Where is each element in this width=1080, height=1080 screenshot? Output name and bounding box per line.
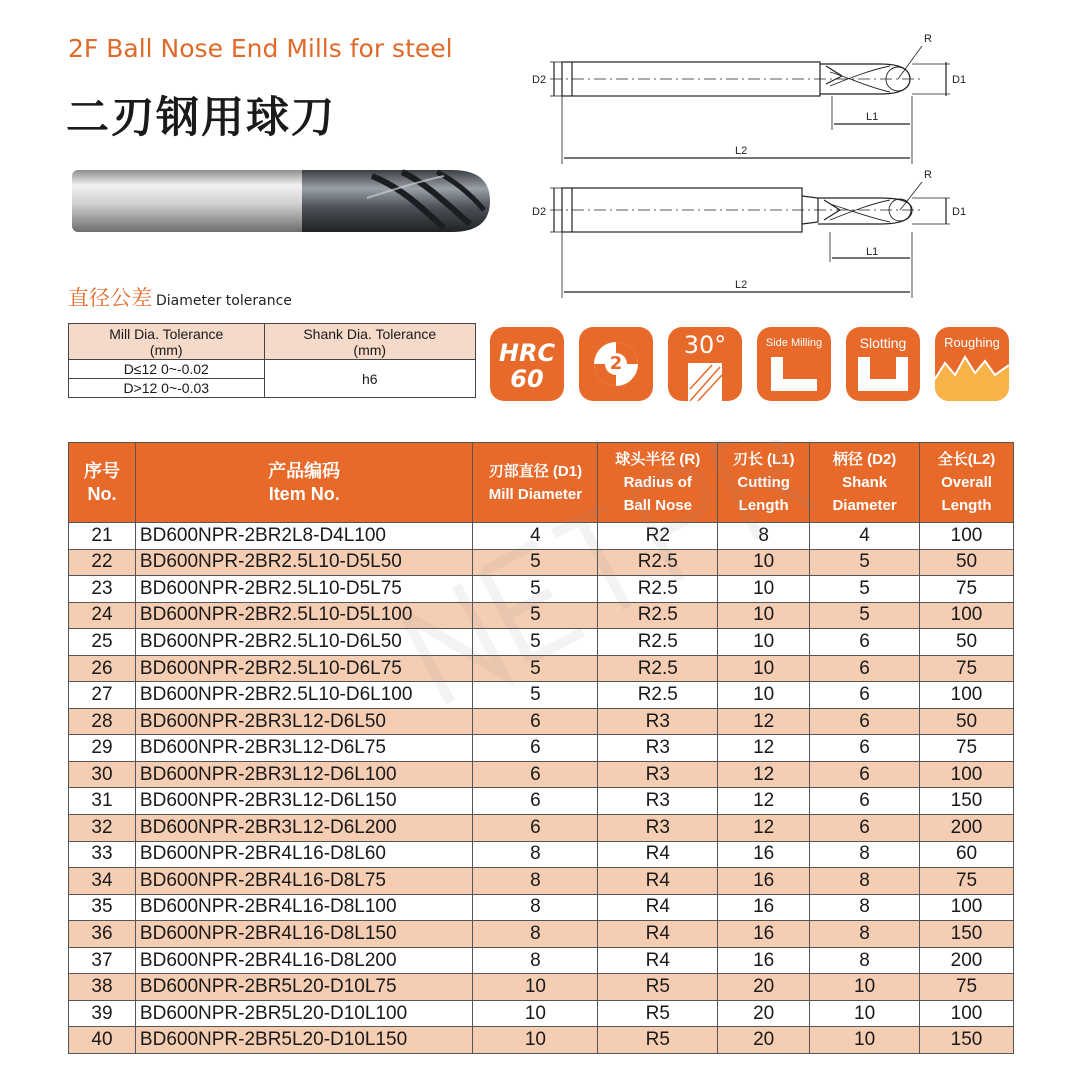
- tolerance-table: [68, 323, 476, 398]
- dimension-diagrams: [530, 26, 1000, 306]
- cell-overall-length: 150: [920, 921, 1014, 948]
- cell-cutting-length: 16: [718, 947, 810, 974]
- col-item-en: Item No.: [268, 483, 340, 504]
- cell-cutting-length: 16: [718, 894, 810, 921]
- cell-mill-diameter: 8: [473, 947, 598, 974]
- cell-shank-diameter: 6: [810, 735, 920, 762]
- title-english: 2F Ball Nose End Mills for steel: [68, 34, 453, 63]
- col-r-en2: Ball Nose: [623, 497, 692, 514]
- cell-item-no: BD600NPR-2BR3L12-D6L50: [135, 708, 473, 735]
- cell-shank-diameter: 6: [810, 708, 920, 735]
- table-row: [69, 602, 1014, 629]
- cell-ball-radius: R2.5: [598, 549, 718, 576]
- roughing-label: Roughing: [944, 335, 1000, 350]
- tolerance-label-en: Diameter tolerance: [156, 293, 292, 309]
- cell-shank-diameter: 6: [810, 815, 920, 842]
- cell-cutting-length: 12: [718, 761, 810, 788]
- cell-no: 28: [69, 708, 136, 735]
- cell-no: 35: [69, 894, 136, 921]
- cell-overall-length: 150: [920, 788, 1014, 815]
- cell-item-no: BD600NPR-2BR2.5L10-D5L50: [135, 549, 473, 576]
- cell-ball-radius: R4: [598, 947, 718, 974]
- tol-header-shank: Shank Dia. Tolerance (mm): [264, 324, 475, 360]
- table-row: [69, 947, 1014, 974]
- cell-cutting-length: 20: [718, 974, 810, 1001]
- cell-cutting-length: 10: [718, 602, 810, 629]
- table-row: [69, 815, 1014, 842]
- cell-no: 32: [69, 815, 136, 842]
- table-row: [69, 708, 1014, 735]
- cell-overall-length: 100: [920, 523, 1014, 550]
- cell-item-no: BD600NPR-2BR3L12-D6L150: [135, 788, 473, 815]
- cell-shank-diameter: 6: [810, 629, 920, 656]
- cell-mill-diameter: 5: [473, 629, 598, 656]
- col-d2-cn: 柄径 (D2): [832, 451, 897, 468]
- cell-overall-length: 75: [920, 735, 1014, 762]
- cell-overall-length: 100: [920, 602, 1014, 629]
- cell-shank-diameter: 10: [810, 1000, 920, 1027]
- cell-ball-radius: R5: [598, 974, 718, 1001]
- tol-mill-row-1: D≤12 0~-0.02: [69, 360, 265, 379]
- cell-cutting-length: 10: [718, 629, 810, 656]
- cell-cutting-length: 12: [718, 735, 810, 762]
- cell-shank-diameter: 8: [810, 894, 920, 921]
- cell-ball-radius: R5: [598, 1027, 718, 1054]
- cell-ball-radius: R2.5: [598, 682, 718, 709]
- cell-ball-radius: R4: [598, 894, 718, 921]
- cell-mill-diameter: 8: [473, 921, 598, 948]
- cell-shank-diameter: 10: [810, 974, 920, 1001]
- cell-overall-length: 100: [920, 1000, 1014, 1027]
- label-l2-bottom: L2: [735, 279, 748, 291]
- cell-shank-diameter: 6: [810, 682, 920, 709]
- col-l2: [920, 443, 1014, 523]
- flute-count: 2: [609, 353, 623, 374]
- col-l2-en1: Overall: [941, 474, 992, 491]
- cell-shank-diameter: 5: [810, 549, 920, 576]
- cell-overall-length: 75: [920, 576, 1014, 603]
- table-row: [69, 921, 1014, 948]
- cell-mill-diameter: 6: [473, 788, 598, 815]
- roughing-icon: [935, 327, 1009, 401]
- cell-mill-diameter: 6: [473, 708, 598, 735]
- cell-no: 38: [69, 974, 136, 1001]
- cell-no: 21: [69, 523, 136, 550]
- col-no: [69, 443, 136, 523]
- slotting-icon: [846, 327, 920, 401]
- flute-count-icon: [579, 327, 653, 401]
- cell-no: 22: [69, 549, 136, 576]
- cell-shank-diameter: 8: [810, 947, 920, 974]
- cell-shank-diameter: 6: [810, 761, 920, 788]
- cell-no: 33: [69, 841, 136, 868]
- cell-no: 25: [69, 629, 136, 656]
- cell-mill-diameter: 6: [473, 735, 598, 762]
- title-chinese: 二刃钢用球刀: [66, 93, 336, 143]
- cell-item-no: BD600NPR-2BR5L20-D10L75: [135, 974, 473, 1001]
- cell-ball-radius: R2.5: [598, 629, 718, 656]
- col-r-cn: 球头半径 (R): [615, 451, 701, 468]
- table-row: [69, 788, 1014, 815]
- cell-cutting-length: 20: [718, 1027, 810, 1054]
- col-d1-en: Mill Diameter: [488, 485, 583, 503]
- table-row: [69, 523, 1014, 550]
- cell-mill-diameter: 8: [473, 894, 598, 921]
- cell-item-no: BD600NPR-2BR4L16-D8L75: [135, 868, 473, 895]
- table-row: [69, 682, 1014, 709]
- cell-no: 26: [69, 655, 136, 682]
- cell-shank-diameter: 5: [810, 576, 920, 603]
- cell-shank-diameter: 4: [810, 523, 920, 550]
- cell-no: 31: [69, 788, 136, 815]
- cell-overall-length: 75: [920, 868, 1014, 895]
- cell-ball-radius: R3: [598, 815, 718, 842]
- label-d2-top: D2: [532, 74, 547, 86]
- side-milling-icon: [757, 327, 831, 401]
- cell-ball-radius: R3: [598, 708, 718, 735]
- helix-angle: 30°: [683, 331, 727, 359]
- cell-ball-radius: R3: [598, 761, 718, 788]
- cell-item-no: BD600NPR-2BR4L16-D8L100: [135, 894, 473, 921]
- cell-cutting-length: 12: [718, 708, 810, 735]
- cell-item-no: BD600NPR-2BR2.5L10-D6L100: [135, 682, 473, 709]
- cell-cutting-length: 16: [718, 868, 810, 895]
- cell-ball-radius: R4: [598, 868, 718, 895]
- cell-item-no: BD600NPR-2BR5L20-D10L150: [135, 1027, 473, 1054]
- hrc-icon: [490, 327, 564, 401]
- cell-cutting-length: 10: [718, 549, 810, 576]
- col-l1-cn: 刃长 (L1): [732, 451, 795, 468]
- cell-ball-radius: R5: [598, 1000, 718, 1027]
- table-header-row: [69, 443, 1014, 523]
- cell-ball-radius: R2.5: [598, 655, 718, 682]
- cell-cutting-length: 12: [718, 815, 810, 842]
- cell-overall-length: 75: [920, 974, 1014, 1001]
- cell-ball-radius: R4: [598, 841, 718, 868]
- cell-cutting-length: 20: [718, 1000, 810, 1027]
- label-r-top: R: [924, 33, 932, 45]
- cell-no: 34: [69, 868, 136, 895]
- cell-overall-length: 75: [920, 655, 1014, 682]
- cell-overall-length: 100: [920, 894, 1014, 921]
- cell-overall-length: 100: [920, 761, 1014, 788]
- cell-no: 23: [69, 576, 136, 603]
- label-l1-top: L1: [866, 111, 879, 123]
- cell-shank-diameter: 6: [810, 788, 920, 815]
- feature-icons: [490, 327, 1020, 403]
- cell-item-no: BD600NPR-2BR4L16-D8L60: [135, 841, 473, 868]
- cell-item-no: BD600NPR-2BR3L12-D6L75: [135, 735, 473, 762]
- cell-item-no: BD600NPR-2BR2L8-D4L100: [135, 523, 473, 550]
- cell-overall-length: 60: [920, 841, 1014, 868]
- col-no-en: No.: [87, 483, 117, 504]
- col-d2-en2: Diameter: [832, 497, 897, 514]
- cell-ball-radius: R2.5: [598, 576, 718, 603]
- cell-cutting-length: 10: [718, 682, 810, 709]
- table-row: [69, 549, 1014, 576]
- cell-mill-diameter: 10: [473, 1000, 598, 1027]
- helix-angle-icon: [668, 327, 742, 401]
- col-l2-en2: Length: [941, 497, 992, 514]
- side-milling-label: Side Milling: [765, 337, 823, 349]
- cell-ball-radius: R4: [598, 921, 718, 948]
- col-item-cn: 产品编码: [268, 460, 341, 481]
- label-d1-bottom: D1: [952, 206, 967, 218]
- diagram-reduced-neck: [550, 182, 950, 298]
- table-row: [69, 576, 1014, 603]
- cell-ball-radius: R3: [598, 735, 718, 762]
- cell-item-no: BD600NPR-2BR3L12-D6L100: [135, 761, 473, 788]
- label-l1-bottom: L1: [866, 246, 879, 258]
- cell-cutting-length: 16: [718, 841, 810, 868]
- table-row: [69, 629, 1014, 656]
- table-row: [69, 655, 1014, 682]
- label-d1-top: D1: [952, 74, 967, 86]
- cell-item-no: BD600NPR-2BR2.5L10-D5L100: [135, 602, 473, 629]
- col-l1: [718, 443, 810, 523]
- cell-item-no: BD600NPR-2BR5L20-D10L100: [135, 1000, 473, 1027]
- cell-overall-length: 150: [920, 1027, 1014, 1054]
- label-r-bottom: R: [924, 169, 932, 181]
- cell-mill-diameter: 10: [473, 1027, 598, 1054]
- cell-shank-diameter: 8: [810, 921, 920, 948]
- table-row: [69, 735, 1014, 762]
- cell-no: 29: [69, 735, 136, 762]
- cell-no: 30: [69, 761, 136, 788]
- col-d2-en1: Shank: [842, 474, 888, 491]
- cell-item-no: BD600NPR-2BR3L12-D6L200: [135, 815, 473, 842]
- cell-mill-diameter: 5: [473, 576, 598, 603]
- slotting-label: Slotting: [859, 335, 907, 351]
- col-d1-cn: 刃部直径 (D1): [488, 462, 583, 480]
- cell-ball-radius: R2.5: [598, 602, 718, 629]
- table-row: [69, 1027, 1014, 1054]
- hrc-value: 60: [510, 365, 544, 393]
- table-row: [69, 894, 1014, 921]
- col-item: [135, 443, 473, 523]
- cell-mill-diameter: 6: [473, 815, 598, 842]
- tolerance-label: [68, 282, 292, 312]
- cell-overall-length: 50: [920, 708, 1014, 735]
- hrc-text: HRC: [498, 339, 556, 367]
- cell-shank-diameter: 5: [810, 602, 920, 629]
- cell-mill-diameter: 5: [473, 655, 598, 682]
- cell-shank-diameter: 8: [810, 868, 920, 895]
- cell-shank-diameter: 8: [810, 841, 920, 868]
- cell-item-no: BD600NPR-2BR2.5L10-D6L75: [135, 655, 473, 682]
- table-row: [69, 841, 1014, 868]
- col-l2-cn: 全长(L2): [937, 451, 996, 468]
- tol-shank-value: h6: [264, 360, 475, 398]
- tol-mill-row-2: D>12 0~-0.03: [69, 379, 265, 398]
- table-row: [69, 974, 1014, 1001]
- spec-table-body: [69, 523, 1014, 1054]
- table-row: [69, 1000, 1014, 1027]
- cell-overall-length: 50: [920, 549, 1014, 576]
- spec-table: [68, 442, 1014, 1054]
- cell-ball-radius: R3: [598, 788, 718, 815]
- label-l2-top: L2: [735, 145, 748, 157]
- cell-item-no: BD600NPR-2BR4L16-D8L200: [135, 947, 473, 974]
- end-mill-photo: [72, 168, 492, 236]
- cell-no: 37: [69, 947, 136, 974]
- col-d1: [473, 443, 598, 523]
- cell-ball-radius: R2: [598, 523, 718, 550]
- col-r: [598, 443, 718, 523]
- cell-shank-diameter: 6: [810, 655, 920, 682]
- cell-no: 40: [69, 1027, 136, 1054]
- cell-overall-length: 200: [920, 815, 1014, 842]
- cell-mill-diameter: 10: [473, 974, 598, 1001]
- cell-mill-diameter: 4: [473, 523, 598, 550]
- cell-no: 24: [69, 602, 136, 629]
- cell-cutting-length: 10: [718, 655, 810, 682]
- col-l1-en1: Cutting: [737, 474, 790, 491]
- cell-mill-diameter: 5: [473, 682, 598, 709]
- col-no-cn: 序号: [83, 460, 120, 481]
- cell-cutting-length: 16: [718, 921, 810, 948]
- cell-cutting-length: 10: [718, 576, 810, 603]
- cell-cutting-length: 12: [718, 788, 810, 815]
- col-d2: [810, 443, 920, 523]
- cell-item-no: BD600NPR-2BR2.5L10-D5L75: [135, 576, 473, 603]
- label-d2-bottom: D2: [532, 206, 547, 218]
- cell-cutting-length: 8: [718, 523, 810, 550]
- tol-header-mill: Mill Dia. Tolerance (mm): [69, 324, 265, 360]
- cell-shank-diameter: 10: [810, 1027, 920, 1054]
- cell-mill-diameter: 6: [473, 761, 598, 788]
- col-r-en1: Radius of: [623, 474, 692, 491]
- tolerance-label-cn: 直径公差: [68, 286, 152, 310]
- cell-mill-diameter: 8: [473, 841, 598, 868]
- table-row: [69, 761, 1014, 788]
- cell-overall-length: 100: [920, 682, 1014, 709]
- diagram-standard: [550, 46, 950, 164]
- cell-overall-length: 50: [920, 629, 1014, 656]
- cell-mill-diameter: 8: [473, 868, 598, 895]
- cell-item-no: BD600NPR-2BR2.5L10-D6L50: [135, 629, 473, 656]
- table-row: [69, 868, 1014, 895]
- cell-item-no: BD600NPR-2BR4L16-D8L150: [135, 921, 473, 948]
- col-l1-en2: Length: [738, 497, 789, 514]
- cell-no: 39: [69, 1000, 136, 1027]
- cell-mill-diameter: 5: [473, 602, 598, 629]
- cell-mill-diameter: 5: [473, 549, 598, 576]
- cell-no: 36: [69, 921, 136, 948]
- cell-overall-length: 200: [920, 947, 1014, 974]
- cell-no: 27: [69, 682, 136, 709]
